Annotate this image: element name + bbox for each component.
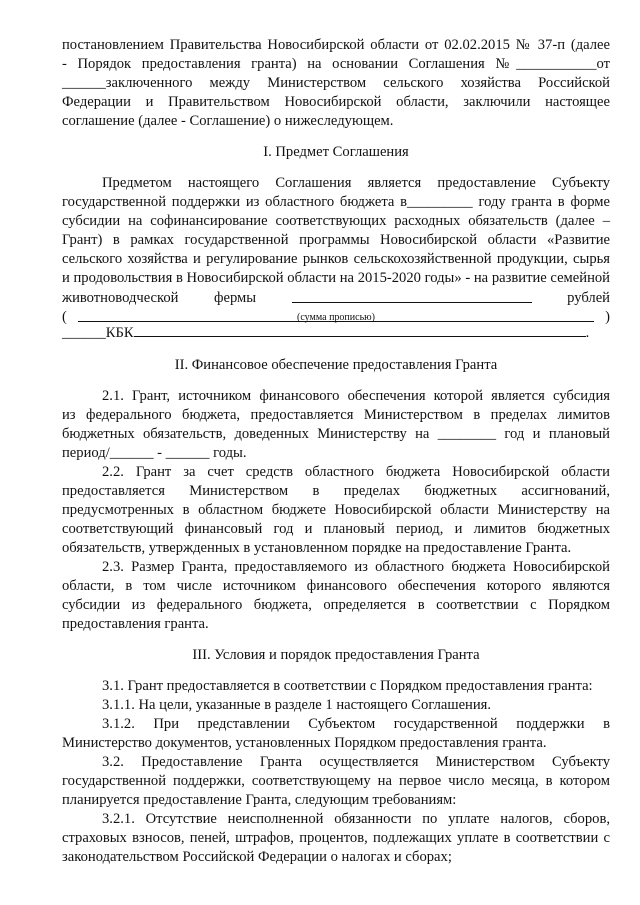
- section-1-title: I. Предмет Соглашения: [263, 144, 409, 160]
- section-1-line-1: Предметом настоящего Соглашения является предоставление Субъекту: [102, 175, 610, 191]
- section-1-line-2: государственной поддержки из областного бюджета в_________ году гранта в форме: [62, 194, 610, 210]
- intro-line-1: постановлением Правительства Новосибирской области от 02.02.2015 № 37-п (далее: [62, 37, 610, 53]
- kbk-blank: [134, 324, 586, 337]
- kbk-line: [62, 324, 610, 343]
- clause-2-1-line-1: 2.1. Грант, источником финансового обеспечения которой является субсидия: [102, 388, 610, 404]
- clause-2-3-line-2: области, в том числе источником финансового обеспечения которого являются: [62, 578, 610, 594]
- clause-3-1-2-line-2: Министерство документов, установленных Порядком предоставления гранта.: [62, 735, 547, 751]
- kbk-end: .: [585, 325, 590, 341]
- farm-label: фермы: [214, 290, 257, 306]
- clause-3-1-1: 3.1.1. На цели, указанные в разделе 1 настоящего Соглашения.: [102, 697, 492, 713]
- paren-close: ): [605, 309, 610, 325]
- section-1-line-6: и продовольствия в Новосибирской области на 2015-2020 годы» - на развитие семейной: [62, 270, 610, 286]
- clause-3-1: 3.1. Грант предоставляется в соответствии с Порядком предоставления гранта:: [102, 678, 593, 694]
- intro-line-3: ______заключенного между Министерством сельского хозяйства Российской: [62, 75, 610, 91]
- intro-line-2: - Порядок предоставления гранта) на основании Соглашения №___________от: [62, 56, 610, 72]
- kbk-label: ______КБК: [62, 325, 134, 341]
- section-1-line-3: субсидии на софинансирование соответствующих расходных обязательств (далее –: [62, 213, 610, 229]
- clause-2-2-line-3: предусмотренных в областном бюджете Новосибирской области Министерству на: [62, 502, 610, 518]
- clause-3-1-2-line-1: 3.1.2. При представлении Субъектом государственной поддержки в: [102, 716, 610, 732]
- section-3-title: III. Условия и порядок предоставления Гранта: [192, 647, 480, 663]
- clause-3-2-1-line-1: 3.2.1. Отсутствие неисполненной обязанности по уплате налогов, сборов,: [102, 811, 610, 827]
- clause-2-1-line-2: из федерального бюджета, предоставляется Министерством в пределах лимитов: [62, 407, 610, 423]
- amount-caption: (сумма прописью): [297, 312, 375, 323]
- amount-blank-line: [292, 290, 532, 303]
- clause-2-1-line-4: период/______ - ______ годы.: [62, 445, 247, 461]
- section-2-title: II. Финансовое обеспечение предоставления Гранта: [174, 357, 498, 373]
- intro-line-5: соглашение (далее - Соглашение) о нижеследующем.: [62, 113, 394, 129]
- intro-line-4: Федерации и Правительством Новосибирской области, заключили настоящее: [62, 94, 610, 110]
- clause-3-2-1-line-2: страховых взносов, пеней, штрафов, процентов, подлежащих уплате в соответствии с: [62, 830, 610, 846]
- clause-2-3-line-1: 2.3. Размер Гранта, предоставляемого из областного бюджета Новосибирской: [102, 559, 610, 575]
- section-1-line-5: сельского хозяйства и регулирование рынков сельскохозяйственной продукции, сырья: [62, 251, 610, 267]
- clause-2-2-line-2: предоставляется Министерством в пределах бюджетных ассигнований,: [62, 483, 610, 499]
- clause-3-2-line-2: государственной поддержки, соответствующему на первое число месяца, в котором: [62, 773, 610, 789]
- rubles-label: рублей: [567, 290, 610, 306]
- clause-2-2-line-5: обязательств, утвержденных в установленном порядке на предоставление Гранта.: [62, 540, 572, 556]
- farm-type-label: животноводческой: [62, 290, 179, 306]
- clause-2-3-line-3: субсидии из федерального бюджета, определяется в соответствии с Порядком: [62, 597, 610, 613]
- clause-3-2-line-1: 3.2. Предоставление Гранта осуществляется Министерством Субъекту: [102, 754, 610, 770]
- clause-3-2-1-line-3: законодательством Российской Федерации о налогах и сборах;: [62, 849, 452, 865]
- clause-2-3-line-4: предоставления гранта.: [62, 616, 209, 632]
- clause-2-1-line-3: бюджетных обязательств, доведенных Министерству на ________ год и плановый: [62, 426, 610, 442]
- section-1-line-4: Грант) в рамках государственной программы Новосибирской области «Развитие: [62, 232, 610, 248]
- clause-2-2-line-4: соответствующий финансовый год и плановый период, и лимитов бюджетных: [62, 521, 610, 537]
- paren-open: (: [62, 309, 67, 325]
- clause-3-2-line-3: планируется предоставление Гранта, следующим требованиям:: [62, 792, 457, 808]
- clause-2-2-line-1: 2.2. Грант за счет средств областного бюджета Новосибирской области: [102, 464, 610, 480]
- section-1-line-7: [62, 290, 610, 308]
